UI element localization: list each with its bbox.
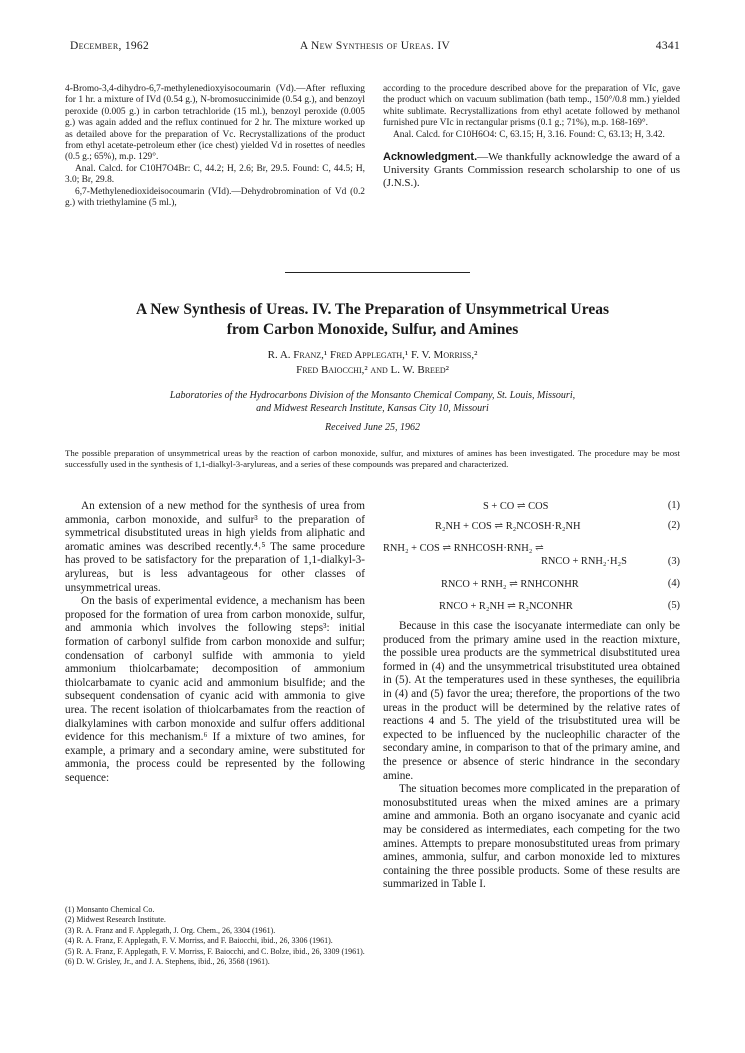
affiliation-line-2: and Midwest Research Institute, Kansas City 10, Missouri <box>256 402 489 414</box>
body-paragraph: Because in this case the isocyanate intermediate can only be produced from the primary amine used in the reaction mixture, the possible urea products are the symmetrical disubstituted urea formed in (4) and the unsymmetrical trisubstituted urea obtained in (5). At the temperatures used in these syntheses, the equilibria in (4) and (5) favor the urea; therefore, the proportions of the two ureas in the product will be determined by the relative rates of reactions 4 and 5. The yield of the trisubstituted urea will be expected to be influenced by the nucleophilic character of the secondary amine, in comparison to that of the primary amine, and the presence or absence of steric hindrance in the secondary amine. <box>383 620 680 782</box>
footnote: (4) R. A. Franz, F. Applegath, F. V. Morriss, and F. Baiocchi, ibid., 26, 3306 (1961). <box>65 936 333 946</box>
equation-5: RNCO + R₂NH ⇌ R₂NCONHR (5) <box>439 600 680 612</box>
footnote: (5) R. A. Franz, F. Applegath, F. V. Morriss, F. Baiocchi, and C. Bolze, ibid., 26, 3309 (1961). <box>65 946 365 956</box>
footnote: (2) Midwest Research Institute. <box>65 915 166 925</box>
equation-3a: RNH₂ + COS ⇌ RNHCOSH·RNH₂ ⇌ <box>383 543 544 554</box>
footnote: (3) R. A. Franz and F. Applegath, J. Org. Chem., 26, 3304 (1961). <box>65 925 276 935</box>
body-left-column <box>65 500 365 785</box>
acknowledgment-label: Acknowledgment. <box>383 151 478 164</box>
prev-paragraph: 4-Bromo-3,4-dihydro-6,7-methylenedioxyisocoumarin (Vd).—After refluxing for 1 hr. a mixture of IVd (0.54 g.), N-bromosuccinimide (0.54 g.), and benzoyl peroxide (0.005 g.) in carbon tetrachloride (15 ml.), benzoyl peroxide (0.005 g.) was again added and the reflux continued for 2 hr. The mixture worked up as detailed above for the preparation of Vc. Recrystallizations of the product from ethyl acetate-petroleum ether (ice chest) yielded Vd in rosettes of needles (0.5 g.; 65%), m.p. 129°. <box>65 84 365 163</box>
section-divider <box>285 272 470 273</box>
equation-3b: RNCO + RNH₂·H₂S (3) <box>541 556 680 567</box>
prev-paragraph: Anal. Calcd. for C10H6O4: C, 63.15; H, 3.16. Found: C, 63.13; H, 3.42. <box>393 129 665 140</box>
previous-article-right-column <box>383 84 680 190</box>
article-title <box>40 300 705 340</box>
footnotes <box>65 905 365 967</box>
prev-paragraph: Anal. Calcd. for C10H7O4Br: C, 44.2; H, 2.6; Br, 29.5. Found: C, 44.5; H, 3.0; Br, 29.8. <box>65 163 365 186</box>
title-line-2: from Carbon Monoxide, Sulfur, and Amines <box>226 321 519 338</box>
authors <box>40 348 705 378</box>
body-paragraph: On the basis of experimental evidence, a mechanism has been proposed for the formation of urea from carbon monoxide, sulfur, and ammonia which involves the following steps³: initial formation of carbonyl sulfide from carbon monoxide and sulfur; condensation of carbonyl sulfide with ammonia to yield ammonium thiolcarbamate; decomposition of ammonium thiolcarbamate to cyanic acid and ammonium bisulfide; and the subsequent condensation of cyanic acid with ammonia to give urea. The recent isolation of thiolcarbamates from the reaction of dialkylamines with carbon monoxide and sulfur offers additional evidence for this mechanism.⁶ If a mixture of two amines, for example, a primary and a secondary amine, were substituted for ammonia, the process could be represented by the following sequence: <box>65 595 365 784</box>
affiliation-line-1: Laboratories of the Hydrocarbons Division of the Monsanto Chemical Company, St. Louis, Missouri, <box>169 390 576 401</box>
body-right-column <box>383 620 680 892</box>
equation-4: RNCO + RNH₂ ⇌ RNHCONHR (4) <box>441 578 680 590</box>
page-header <box>70 40 680 56</box>
footnote: (6) D. W. Grisley, Jr., and J. A. Stephens, ibid., 26, 3568 (1961). <box>65 957 270 967</box>
abstract: The possible preparation of unsymmetrical ureas by the reaction of carbon monoxide, sulfur, and mixtures of amines has been investigated. The procedure may be most successfully used in the synthesis of 1,1-dialkyl-3-arylureas, and a series of these compounds was prepared and characterized. <box>65 448 680 469</box>
prev-paragraph: 6,7-Methylenedioxideisocoumarin (VId).—Dehydrobromination of Vd (0.2 g.) with triethylamine (5 ml.), <box>65 186 365 209</box>
equation-1: S + CO ⇌ COS (1) <box>483 500 680 512</box>
title-line-1: A New Synthesis of Ureas. IV. The Preparation of Unsymmetrical Ureas <box>135 301 609 318</box>
footnote: (1) Monsanto Chemical Co. <box>65 905 155 914</box>
authors-line-1: R. A. Franz,¹ Fred Applegath,¹ F. V. Morriss,² <box>267 349 478 361</box>
received-date: Received June 25, 1962 <box>325 422 420 433</box>
acknowledgment-text: —We thankfully acknowledge the award of a University Grants Commission research scholarship to one of us (J.N.S.). <box>383 151 680 190</box>
header-date: December, 1962 <box>70 40 150 52</box>
header-running-title: A New Synthesis of Ureas. IV <box>299 40 451 52</box>
equation-2: R₂NH + COS ⇌ R₂NCOSH·R₂NH (2) <box>435 520 680 532</box>
body-paragraph: The situation becomes more complicated in the preparation of monosubstituted ureas when the mixed amines are a primary amine and ammonia. Both an organo isocyanate and cyanic acid may be considered as intermediates, each competing for the two amines. Attempts to prepare monosubstituted ureas from primary amines, ammonia, sulfur, and carbon monoxide led to mixtures containing the three possible products. Some of these results are summarized in Table I. <box>383 783 680 891</box>
previous-article-left-column <box>65 84 365 209</box>
authors-line-2: Fred Baiocchi,² and L. W. Breed² <box>296 364 449 376</box>
header-page-number: 4341 <box>655 40 680 52</box>
prev-paragraph: according to the procedure described above for the preparation of VIc, gave the product which on vacuum sublimation (bath temp., 150°/0.8 mm.) yielded white sublimate. Recrystallizations from ethyl acetate followed by methanol furnished pure VIc in rectangular prisms (0.1 g.; 71%), m.p. 168-169°. <box>383 84 680 129</box>
affiliation <box>40 390 705 415</box>
acknowledgment <box>383 151 680 190</box>
body-paragraph: An extension of a new method for the synthesis of urea from ammonia, carbon monoxide, and sulfur³ to the preparation of symmetrical disubstituted ureas in high yields from aliphatic and aromatic amines was described recently.⁴˒⁵ The same procedure has proved to be satisfactory for the preparation of 1,1-dialkyl-3-arylureas, but is less advantageous for other classes of unsymmetrical ureas. <box>65 500 365 594</box>
